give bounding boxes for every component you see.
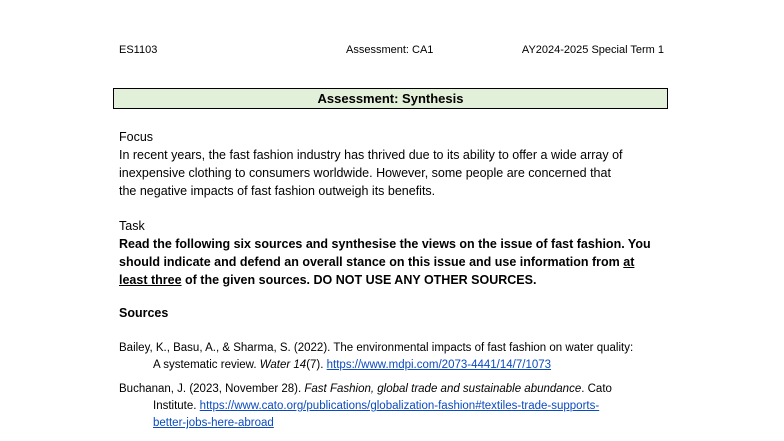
sources-heading: Sources bbox=[119, 306, 169, 320]
ref1-authors: Bailey, K., Basu, A., & Sharma, S. (2022). The environmental impacts of fast fashion on water quality: bbox=[119, 342, 634, 354]
ref2-author: Buchanan, J. (2023, November 28). bbox=[119, 383, 305, 395]
header-term: AY2024-2025 Special Term 1 bbox=[521, 44, 664, 56]
reference-bailey bbox=[119, 340, 679, 374]
assessment-title-banner bbox=[113, 88, 668, 109]
focus-section bbox=[119, 128, 679, 200]
ref1-issue: (7). bbox=[306, 359, 327, 371]
ref1-journal: Water 14 bbox=[259, 359, 307, 371]
header-assessment: Assessment: CA1 bbox=[346, 44, 434, 56]
sources-section bbox=[119, 304, 679, 322]
ref2-line-2 bbox=[119, 398, 679, 415]
ref2-line-3 bbox=[119, 415, 679, 432]
ref2-publisher-b: Institute. bbox=[153, 400, 200, 412]
ref2-line-1 bbox=[119, 381, 679, 398]
focus-line-2: inexpensive clothing to consumers worldwide. However, some people are concerned that bbox=[119, 166, 611, 180]
ref1-cont: A systematic review. bbox=[153, 359, 260, 371]
task-line-2-text: should indicate and defend an overall stance on this issue and use information from bbox=[119, 255, 624, 269]
task-line-3-underlined: least three bbox=[119, 273, 182, 287]
focus-line-3: the negative impacts of fast fashion outweigh its benefits. bbox=[119, 184, 436, 198]
page-header bbox=[119, 44, 664, 60]
ref2-url-link-part-1[interactable]: https://www.cato.org/publications/globalization-fashion#textiles-trade-supports- bbox=[199, 400, 600, 412]
ref2-publisher-a: . Cato bbox=[581, 383, 612, 395]
reference-buchanan bbox=[119, 381, 679, 432]
task-line-2-underlined: at bbox=[623, 255, 635, 269]
task-line-2 bbox=[119, 253, 679, 271]
ref2-url-link-part-2[interactable]: better-jobs-here-abroad bbox=[153, 417, 274, 429]
focus-heading: Focus bbox=[119, 130, 154, 144]
ref2-title: Fast Fashion, global trade and sustainable abundance bbox=[304, 383, 582, 395]
assessment-title: Assessment: Synthesis bbox=[317, 91, 464, 106]
task-line-3 bbox=[119, 271, 679, 289]
task-section bbox=[119, 217, 679, 289]
task-line-1: Read the following six sources and synthesise the views on the issue of fast fashion. You bbox=[119, 237, 651, 251]
focus-line-1: In recent years, the fast fashion industry has thrived due to its ability to offer a wide array of bbox=[119, 148, 623, 162]
ref1-url-link[interactable]: https://www.mdpi.com/2073-4441/14/7/1073 bbox=[326, 359, 552, 371]
task-line-3-text: of the given sources. DO NOT USE ANY OTHER SOURCES. bbox=[181, 273, 537, 287]
task-heading: Task bbox=[119, 219, 145, 233]
ref1-continuation bbox=[119, 357, 679, 374]
header-course-code: ES1103 bbox=[119, 44, 158, 56]
